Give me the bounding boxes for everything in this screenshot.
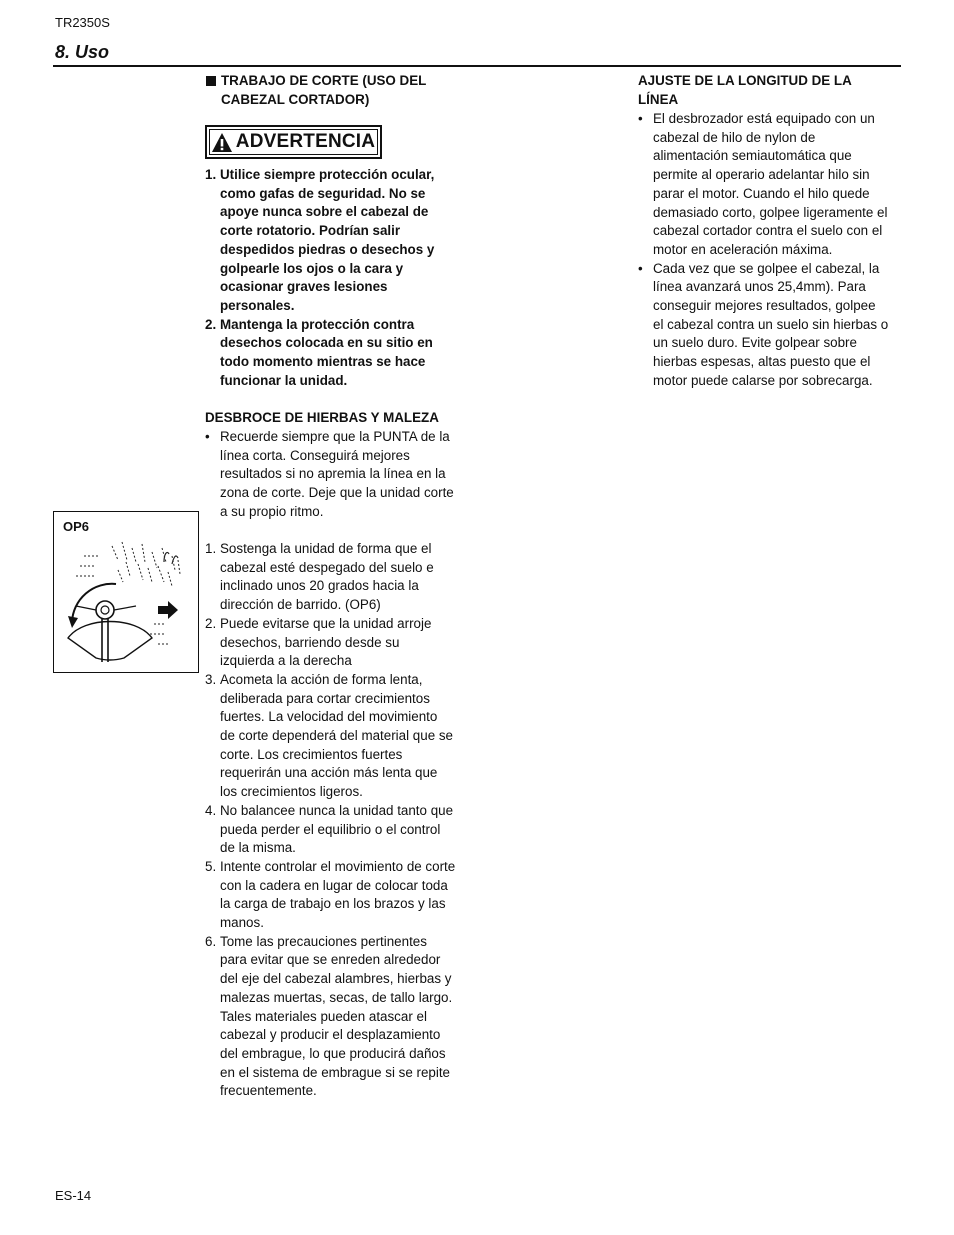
bullet-dot: • xyxy=(638,111,643,126)
warning-item: 1. Utilice siempre protección ocular, como gafas de seguridad. No se apoye nunca sobre el cabezal de corte rotatorio. Podrían salir despedidos piedras o desechos y golpearle los ojos o la cara y ocasionar graves lesiones personales. xyxy=(205,167,435,313)
subheading-trimming: DESBROCE DE HIERBAS Y MALEZA xyxy=(205,410,439,425)
figure-label: OP6 xyxy=(63,519,90,534)
heading-line: TRABAJO DE CORTE (USO DEL xyxy=(221,73,427,88)
step-item: 3. Acometa la acción de forma lenta, deliberada para cortar crecimientos fuertes. La velocidad del movimiento de corte dependerá del material que se corte. Los crecimientos fuertes requerirán una acción más lenta que los crecimientos ligeros. xyxy=(205,671,454,800)
step-item: 6. Tome las precauciones pertinentes para evitar que se enreden alrededor del eje del cabezal alambres, hierbas y malezas muertas, secas, de tallo largo. Tales materiales pueden atascar el cabezal y producir el desplazamiento del embrague, lo que producirá daños en el sistema de embrague si se repite frecuentemente. xyxy=(205,933,453,1099)
figure-op6 xyxy=(53,511,199,673)
steps-list xyxy=(205,540,470,1101)
bullet-item: • El desbrozador está equipado con un cabezal de hilo de nylon de alimentación semiautomática que permite al operario adelantar hilo sin parar el motor. Cuando el hilo quede demasiado corto, golpee ligeramente el cabezal cortador contra el suelo con el motor en aceleración máxima. xyxy=(638,110,903,260)
line-length-heading: AJUSTE DE LA LONGITUD DE LA LÍNEA xyxy=(638,73,852,107)
warning-item: 2. Mantenga la protección contra desechos colocada en su sitio en todo momento mientras se hace funcionar la unidad. xyxy=(205,316,433,388)
line-length-bullets xyxy=(638,110,903,391)
warning-list xyxy=(205,166,470,390)
step-item: 1. Sostenga la unidad de forma que el cabezal esté despegado del suelo e inclinado unos 20 grados hacia la dirección de barrido. (OP6) xyxy=(205,541,434,613)
trimming-bullet: • Recuerde siempre que la PUNTA de la línea corta. Conseguirá mejores resultados si no apremia la línea en la zona de corte. Deje que la unidad corte a su propio ritmo. xyxy=(205,428,470,522)
trimmer-sweep-illustration xyxy=(54,512,198,672)
section-title: 8. Uso xyxy=(55,42,110,62)
header-rule xyxy=(53,65,901,67)
bullet-dot: • xyxy=(638,260,643,276)
step-item: 5. Intente controlar el movimiento de corte con la cadera en lugar de colocar toda la carga de trabajo en los brazos y las manos. xyxy=(205,858,456,931)
page-number: ES-14 xyxy=(55,1188,92,1203)
square-bullet-icon xyxy=(206,76,216,86)
bullet-dot: • xyxy=(205,429,210,444)
cutting-work-heading xyxy=(205,72,470,109)
warning-banner xyxy=(205,125,382,159)
step-item: 4. No balancee nunca la unidad tanto que pueda perder el equilibrio o el control de la misma. xyxy=(205,802,454,856)
bullet-item: • Cada vez que se golpee el cabezal, la línea avanzará unos 25,4mm). Para conseguir mejores resultados, golpee el cabezal contra un suelo sin hierbas o un suelo duro. Evite golpear sobre hierbas espesas, altas puesto que el motor puede calarse por sobrecarga. xyxy=(638,260,903,391)
warning-triangle-icon xyxy=(212,133,232,152)
model-number: TR2350S xyxy=(55,15,110,30)
warning-label: ADVERTENCIA xyxy=(235,130,376,152)
step-item: 2. Puede evitarse que la unidad arroje desechos, barriendo desde su izquierda a la derecha xyxy=(205,615,432,669)
heading-line: CABEZAL CORTADOR) xyxy=(221,91,370,107)
